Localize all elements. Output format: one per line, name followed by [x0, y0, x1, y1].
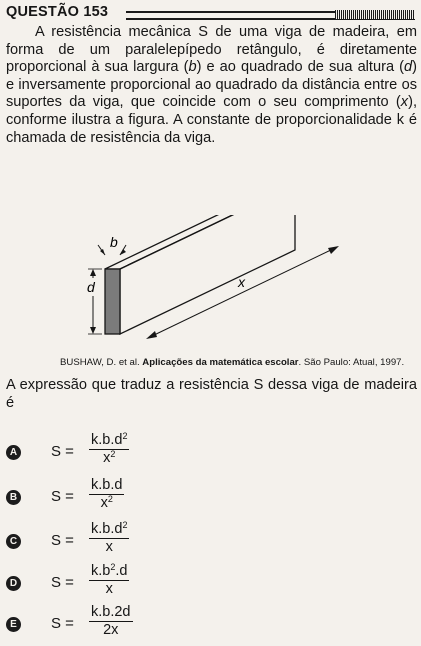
option-letter-badge[interactable]: D	[6, 576, 21, 591]
fraction-numerator: k.b.2d	[91, 604, 131, 620]
option-lhs: S =	[51, 532, 74, 549]
question-header	[6, 4, 415, 20]
option-lhs: S =	[51, 443, 74, 460]
option-letter-badge[interactable]: C	[6, 534, 21, 549]
option-a[interactable]	[6, 430, 306, 474]
label-b: b	[110, 234, 118, 250]
option-fraction	[89, 604, 133, 639]
option-d[interactable]	[6, 561, 306, 605]
b-arrowhead-right	[120, 249, 126, 255]
fraction-denominator: 2x	[103, 622, 119, 638]
label-x: x	[238, 274, 245, 290]
fraction-numerator: k.b.d	[91, 477, 123, 493]
citation-publisher: . São Paulo: Atual, 1997.	[298, 357, 405, 368]
option-letter-badge[interactable]: A	[6, 445, 21, 460]
option-c[interactable]	[6, 519, 306, 563]
b-arrowhead-left	[100, 249, 105, 255]
fraction-numerator: $k.b.d^2$	[91, 431, 128, 448]
label-d: d	[87, 279, 95, 295]
beam-side-face	[120, 215, 295, 334]
citation	[60, 357, 420, 368]
x-arrowhead-end	[328, 246, 339, 254]
option-e[interactable]	[6, 602, 306, 646]
beam-end-face	[105, 269, 120, 334]
fraction-numerator: $k.b^2.d$	[91, 562, 128, 579]
option-fraction	[89, 563, 129, 598]
fraction-numerator: $k.b.d^2$	[91, 520, 128, 537]
option-letter-badge[interactable]: B	[6, 490, 21, 505]
d-arrowhead-bottom	[90, 327, 96, 334]
fraction-denominator: $x^2$	[100, 494, 113, 511]
option-lhs: S =	[51, 574, 74, 591]
option-lhs: S =	[51, 615, 74, 632]
d-arrowhead-top	[90, 269, 96, 276]
option-fraction	[89, 521, 129, 556]
option-fraction	[89, 477, 124, 512]
fraction-denominator: $x^2$	[103, 449, 116, 466]
question-number: QUESTÃO 153	[6, 4, 109, 20]
beam-figure	[60, 215, 360, 355]
x-arrowhead-start	[146, 331, 157, 339]
fraction-denominator: x	[105, 581, 113, 597]
option-fraction	[89, 432, 129, 467]
stem-paragraph: A resistência mecânica S de uma viga de madeira, em forma de um paralelepípedo retângulo, é diretamente proporcional à sua largura (b) e ao quadrado de sua altura (d) e inversamente proporcional ao quadrado da distância entre os suportes da viga, que coincide com o seu comprimento (x), conforme ilustra a figura. A constante de proporcionalidade k é chamada de resistência da viga.	[6, 24, 417, 146]
option-b[interactable]	[6, 475, 306, 519]
question-stem	[6, 24, 417, 147]
question-prompt: A expressão que traduz a resistência S dessa viga de madeira é	[6, 377, 417, 411]
option-letter-badge[interactable]: E	[6, 617, 21, 632]
citation-title: Aplicações da matemática escolar	[142, 357, 299, 368]
option-lhs: S =	[51, 488, 74, 505]
citation-authors: BUSHAW, D. et al.	[60, 357, 140, 368]
fraction-denominator: x	[105, 539, 113, 555]
header-rule-hatched	[335, 10, 415, 19]
